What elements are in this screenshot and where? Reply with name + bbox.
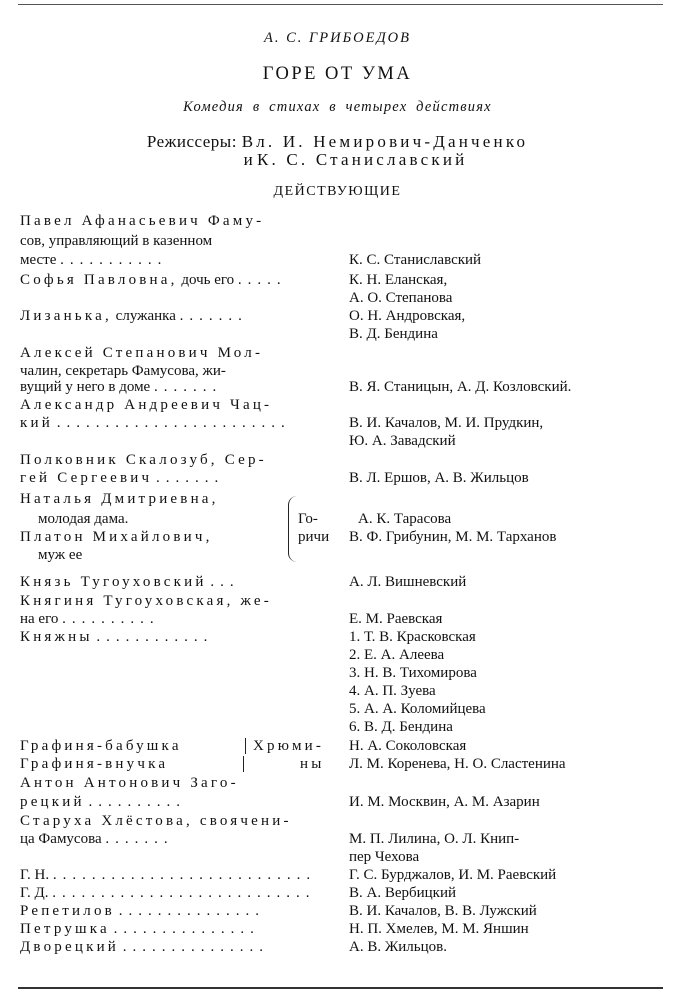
actor-knyazhna-2: 2. Е. А. Алеева bbox=[349, 647, 445, 663]
role-petrushka: Петрушка ............... bbox=[20, 921, 260, 937]
actor-tugoukhovsky: А. Л. Вишневский bbox=[349, 574, 467, 590]
actor-repetilov: В. И. Качалов, В. В. Лужский bbox=[349, 903, 537, 919]
role-sofya: Софья Павловна, дочь его ..... bbox=[20, 272, 287, 288]
role-knyazhny: Княжны ............ bbox=[20, 629, 214, 645]
role-molchalin-2: чалин, секретарь Фамусова, жи- bbox=[20, 363, 226, 379]
actor-knyazhna-4: 4. А. П. Зуева bbox=[349, 683, 436, 699]
directors-conj: и bbox=[243, 150, 253, 169]
actor-knyazhna-5: 5. А. А. Коломийцева bbox=[349, 701, 486, 717]
directors-label: Режиссеры: bbox=[146, 132, 237, 151]
director-first: Вл. И. Немирович-Данченко bbox=[241, 132, 529, 151]
role-zagoretsky-2: рецкий .......... bbox=[20, 794, 186, 810]
role-repetilov: Репетилов ............... bbox=[20, 903, 265, 919]
actor-sofya-2: А. О. Степанова bbox=[349, 290, 453, 306]
khryumina-bar-bottom bbox=[243, 756, 244, 772]
actor-knyazhna-3: 3. Н. В. Тихомирова bbox=[349, 665, 477, 681]
bottom-rule bbox=[18, 987, 663, 989]
role-dvoretsky: Дворецкий ............... bbox=[20, 939, 270, 955]
role-famusov-3: месте ........... bbox=[20, 252, 168, 268]
actor-platon: В. Ф. Грибунин, М. М. Тарханов bbox=[349, 529, 557, 545]
khryumina-label-2: ны bbox=[300, 756, 325, 772]
actor-sofya-1: К. Н. Еланская, bbox=[349, 272, 448, 288]
actor-liza-2: В. Д. Бендина bbox=[349, 326, 438, 342]
role-khlyostova-2: ца Фамусова ....... bbox=[20, 831, 174, 847]
author-name: А. С. ГРИБОЕДОВ bbox=[263, 30, 412, 46]
actor-petrushka: Н. П. Хмелев, М. М. Яншин bbox=[349, 921, 529, 937]
actor-liza-1: О. Н. Андровская, bbox=[349, 308, 466, 324]
khryumina-label-1: Хрюми- bbox=[253, 738, 325, 754]
role-famusov-1: Павел Афанасьевич Фаму- bbox=[20, 213, 265, 229]
role-platon-1: Платон Михайлович, bbox=[20, 529, 213, 545]
role-zagoretsky-1: Антон Антонович Заго- bbox=[20, 775, 239, 791]
top-rule bbox=[18, 4, 663, 5]
role-grafinya-babushka: Графиня-бабушка bbox=[20, 738, 182, 754]
role-platon-2: муж ее bbox=[38, 547, 83, 563]
role-g-d: Г. Д. ........................... bbox=[20, 885, 316, 901]
khryumina-bar-top bbox=[245, 738, 246, 754]
actor-skalozub: В. Л. Ершов, А. В. Жильцов bbox=[349, 470, 529, 486]
role-skalozub-1: Полковник Скалозуб, Сер- bbox=[20, 452, 267, 468]
role-liza: Лизанька, служанка ....... bbox=[20, 308, 248, 324]
play-subtitle: Комедия в стихах в четырех действиях bbox=[183, 99, 492, 115]
directors-line-1 bbox=[0, 132, 675, 152]
director-second: К. С. Станиславский bbox=[256, 150, 468, 169]
role-tugoukhovsky: Князь Тугоуховский ... bbox=[20, 574, 240, 590]
actor-grafinya-babushka: Н. А. Соколовская bbox=[349, 738, 467, 754]
role-natalya-1: Наталья Дмитриевна, bbox=[20, 491, 219, 507]
actor-khlyostova-1: М. П. Лилина, О. Л. Книп- bbox=[349, 831, 520, 847]
role-molchalin-1: Алексей Степанович Мол- bbox=[20, 345, 264, 361]
play-title: ГОРЕ ОТ УМА bbox=[262, 64, 413, 84]
role-molchalin-3: вущий у него в доме ....... bbox=[20, 379, 223, 395]
actor-g-n: Г. С. Бурджалов, И. М. Раевский bbox=[349, 867, 557, 883]
gorichi-label-1: Го- bbox=[298, 511, 318, 527]
gorichi-label-2: ричи bbox=[298, 529, 330, 545]
actor-chatsky-1: В. И. Качалов, М. И. Прудкин, bbox=[349, 415, 544, 431]
section-heading: ДЕЙСТВУЮЩИЕ bbox=[273, 184, 402, 199]
role-khlyostova-1: Старуха Хлёстова, своячени- bbox=[20, 813, 292, 829]
actor-knyaginya: Е. М. Раевская bbox=[349, 611, 443, 627]
role-g-n: Г. Н. ........................... bbox=[20, 867, 317, 883]
role-chatsky-1: Александр Андреевич Чац- bbox=[20, 397, 273, 413]
actor-knyazhna-6: 6. В. Д. Бендина bbox=[349, 719, 453, 735]
gorichi-brace bbox=[288, 496, 297, 562]
role-grafinya-vnuchka: Графиня-внучка bbox=[20, 756, 169, 772]
actor-grafinya-vnuchka: Л. М. Коренева, Н. О. Сластенина bbox=[349, 756, 566, 772]
actor-chatsky-2: Ю. А. Завадский bbox=[349, 433, 456, 449]
actor-g-d: В. А. Вербицкий bbox=[349, 885, 457, 901]
actor-zagoretsky: И. М. Москвин, А. М. Азарин bbox=[349, 794, 540, 810]
role-natalya-2: молодая дама. bbox=[38, 511, 129, 527]
actor-natalya: А. К. Тарасова bbox=[358, 511, 452, 527]
actor-khlyostova-2: пер Чехова bbox=[349, 849, 420, 865]
actor-molchalin: В. Я. Станицын, А. Д. Козловский. bbox=[349, 379, 572, 395]
actor-dvoretsky: А. В. Жильцов. bbox=[349, 939, 447, 955]
role-famusov-2: сов, управляющий в казенном bbox=[20, 233, 213, 249]
actor-famusov: К. С. Станиславский bbox=[349, 252, 482, 268]
role-knyaginya-1: Княгиня Тугоуховская, же- bbox=[20, 593, 272, 609]
actor-knyazhna-1: 1. Т. В. Красковская bbox=[349, 629, 476, 645]
directors-line-2 bbox=[18, 150, 675, 170]
role-chatsky-2: кий ........................ bbox=[20, 415, 291, 431]
role-knyaginya-2: на его .......... bbox=[20, 611, 160, 627]
role-skalozub-2: гей Сергеевич ....... bbox=[20, 470, 225, 486]
